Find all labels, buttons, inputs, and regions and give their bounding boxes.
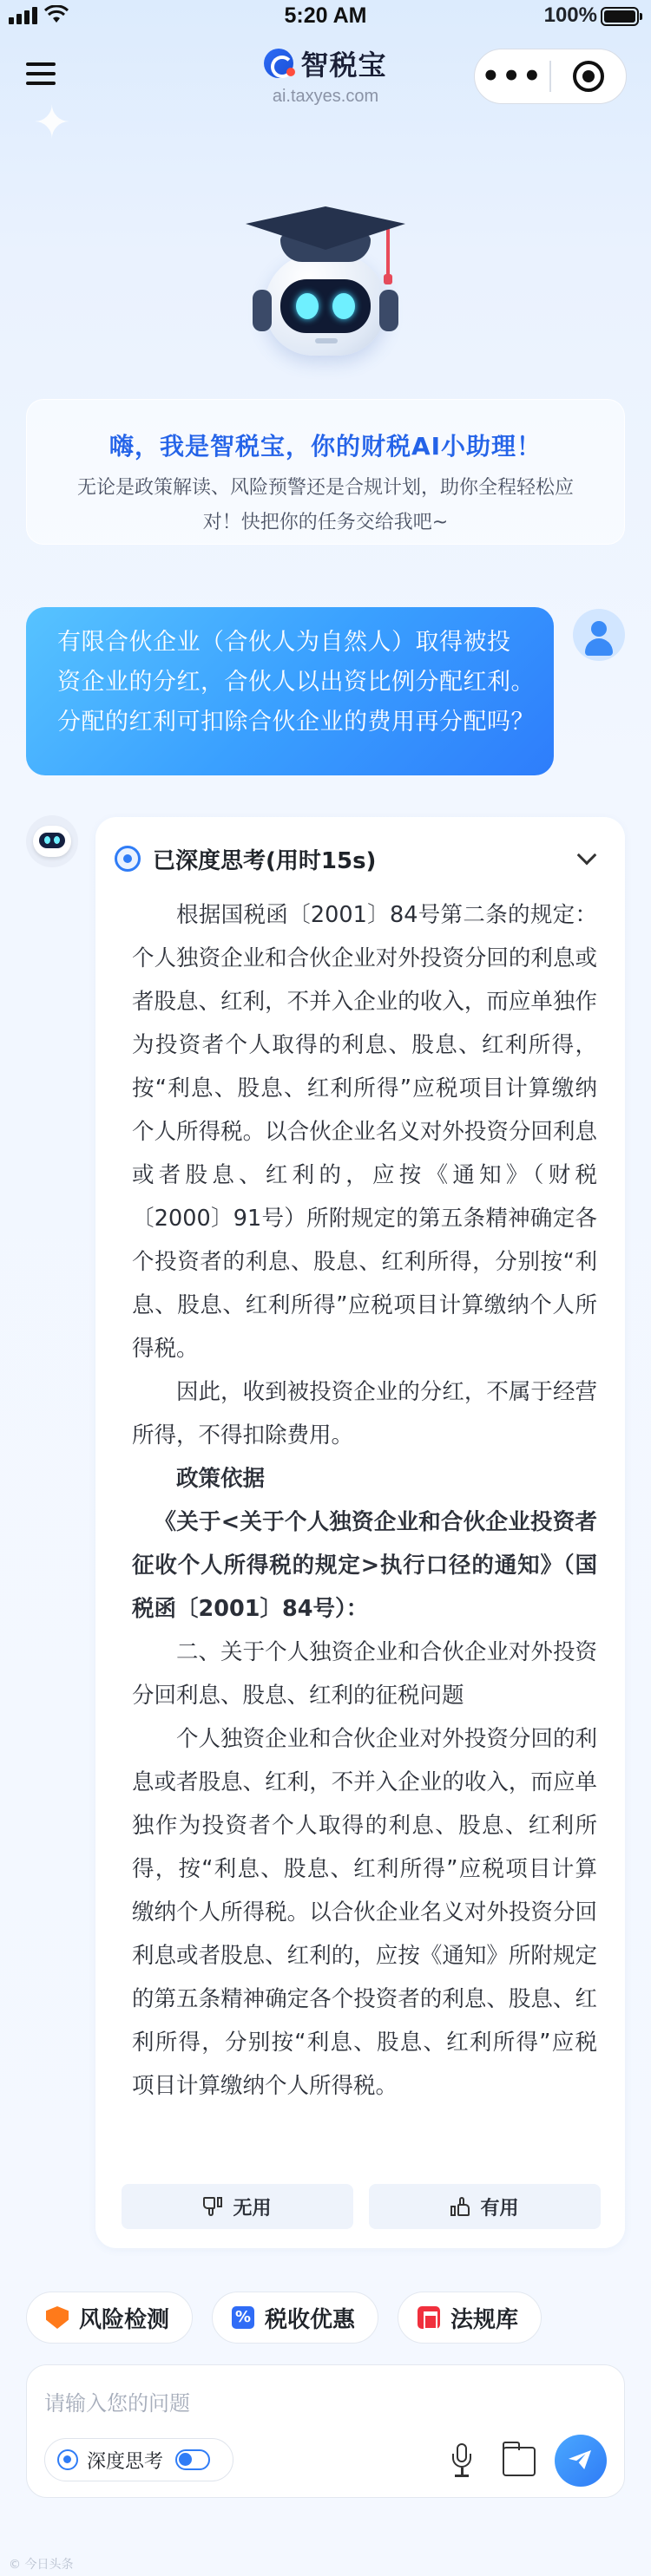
chip-label: 法规库	[450, 2306, 519, 2333]
deep-think-icon	[115, 846, 141, 872]
answer-paragraph: 根据国税函〔2001〕84号第二条的规定：个人独资企业和合伙企业对外投资分回的利息或者股息、红利，不并入企业的收入，而应单独作为投资者个人取得的利息、股息、红利所得，按“利息、股息、红利所得”应税项目计算缴纳个人所得税。以合伙企业名义对外投资分回利息或者股息、红利的，应按《通知》（财税〔2000〕91号）所附规定的第五条精神确定各个投资者的利息、股息、红利所得，分别按“利息、股息、红利所得”应税项目计算缴纳个人所得税。	[132, 902, 597, 1362]
mascot-robot	[239, 199, 412, 382]
percent-icon	[232, 2306, 254, 2329]
user-message-bubble[interactable]	[26, 607, 554, 775]
brand-logo-icon	[264, 49, 293, 78]
status-time: 5:20 AM	[284, 3, 367, 28]
brand-domain: ai.taxyes.com	[272, 87, 379, 106]
feedback-row	[122, 2184, 601, 2229]
status-bar	[0, 0, 651, 35]
sparkle-icon: ✦	[33, 97, 71, 149]
greeting-title: 嗨，我是智税宝，你的财税AI小助理！	[108, 432, 542, 461]
user-message-line: 资企业的分红，合伙人以出资比例分配红利。	[57, 669, 535, 696]
answer-citation: 《关于<关于个人独资企业和合伙企业投资者征收个人所得税的规定>执行口径的通知》（国税函〔2001〕84号）：	[132, 1509, 597, 1622]
brand-name: 智税宝	[300, 49, 387, 82]
answer-heading: 政策依据	[176, 1466, 266, 1492]
feedback-useless-button[interactable]	[122, 2184, 353, 2229]
chip-risk-check[interactable]	[26, 2292, 193, 2344]
folder-icon[interactable]	[503, 2447, 536, 2476]
send-button[interactable]	[555, 2435, 607, 2487]
answer-body	[132, 893, 597, 2108]
miniprogram-capsule	[474, 49, 627, 104]
deep-think-toggle[interactable]	[115, 841, 606, 876]
greeting-card	[26, 399, 625, 545]
chevron-down-icon[interactable]	[577, 846, 597, 866]
user-message-line: 分配的红利可扣除合伙企业的费用再分配吗？	[57, 709, 535, 736]
feedback-useful-label: 有用	[480, 2197, 519, 2220]
shield-icon	[46, 2306, 69, 2329]
chip-label: 税收优惠	[265, 2306, 356, 2333]
book-icon	[418, 2306, 440, 2329]
answer-paragraph: 二、关于个人独资企业和合伙企业对外投资分回利息、股息、红利的征税问题	[132, 1639, 597, 1709]
microphone-icon[interactable]	[450, 2443, 473, 2478]
user-message-line: 有限合伙企业（合伙人为自然人）取得被投	[57, 629, 511, 656]
battery-icon	[601, 7, 639, 26]
deep-think-icon	[57, 2449, 78, 2470]
chip-label: 风险检测	[79, 2306, 170, 2333]
deep-think-switch-label: 深度思考	[87, 2450, 164, 2473]
thumbs-down-icon	[203, 2197, 222, 2216]
bot-avatar	[26, 815, 78, 867]
chat-input[interactable]: 请输入您的问题	[44, 2391, 190, 2416]
greeting-desc-line: 无论是政策解读、风险预警还是合规计划，助你全程轻松应	[76, 477, 574, 499]
answer-paragraph: 因此，收到被投资企业的分红，不属于经营所得，不得扣除费用。	[132, 1379, 597, 1448]
greeting-desc-line: 对！快把你的任务交给我吧~	[202, 512, 449, 533]
battery-percent: 100%	[543, 3, 597, 27]
deep-think-label: 已深度思考(用时15s)	[153, 847, 377, 874]
target-icon	[573, 61, 604, 92]
more-button[interactable]: •••	[481, 59, 543, 94]
greeting-description	[27, 471, 624, 540]
close-target-button[interactable]	[551, 61, 626, 92]
answer-paragraph: 个人独资企业和合伙企业对外投资分回的利息或者股息、红利，不并入企业的收入，而应单独作为投资者个人取得的利息、股息、红利所得，按“利息、股息、红利所得”应税项目计算缴纳个人所得税。以合伙企业名义对外投资分回利息或者股息、红利的，应按《通知》所附规定的第五条精神确定各个投资者的利息、股息、红利所得，分别按“利息、股息、红利所得”应税项目计算缴纳个人所得税。	[132, 1726, 597, 2099]
chip-tax-incentive[interactable]	[212, 2292, 378, 2344]
feedback-useful-button[interactable]	[369, 2184, 601, 2229]
toggle-switch[interactable]	[175, 2449, 210, 2470]
chip-regulations[interactable]	[398, 2292, 542, 2344]
feedback-useless-label: 无用	[233, 2197, 272, 2220]
user-avatar	[573, 609, 625, 661]
thumbs-up-icon	[450, 2197, 470, 2216]
deep-think-switch[interactable]	[44, 2438, 233, 2481]
quick-chips	[26, 2292, 625, 2344]
answer-card	[95, 817, 625, 2248]
watermark: © 今日头条	[9, 2558, 74, 2572]
chat-input-box	[26, 2364, 625, 2498]
